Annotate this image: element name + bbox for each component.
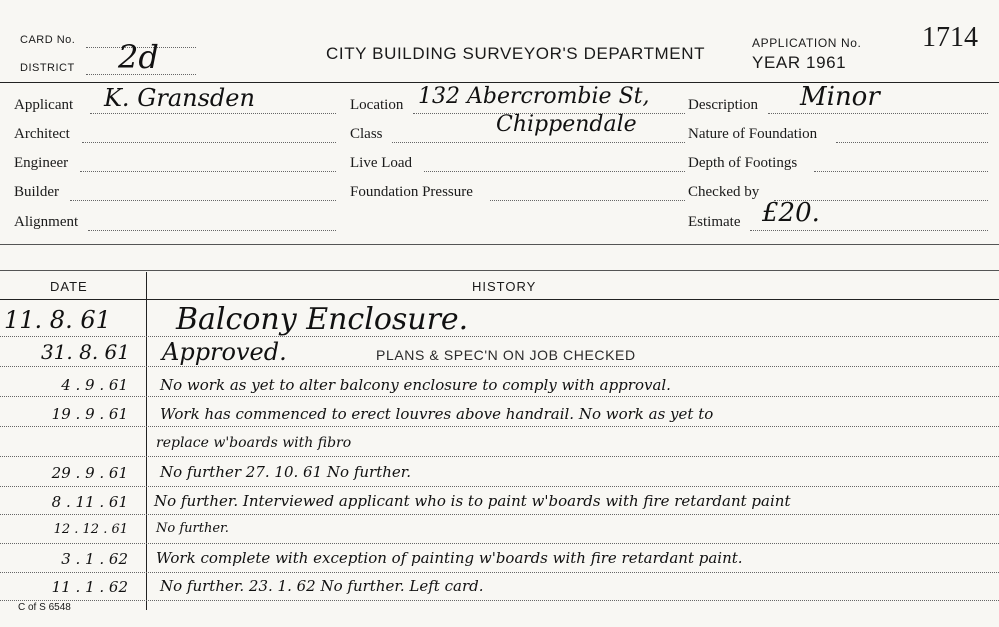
- history-entry: No further. Interviewed applicant who is to paint w'boards with fire retardant paint: [154, 492, 791, 510]
- history-entry: Approved.: [162, 338, 287, 366]
- checked-by-label: Checked by: [688, 184, 760, 200]
- history-line-10: [0, 600, 999, 601]
- date-column-divider: [146, 272, 147, 610]
- applicant-label: Applicant: [14, 97, 74, 113]
- estimate-line: [750, 230, 988, 231]
- alignment-line: [88, 230, 336, 231]
- alignment-label: Alignment: [14, 214, 79, 230]
- history-header: HISTORY: [472, 279, 537, 294]
- history-line-5: [0, 456, 999, 457]
- fields-rule-2: [0, 270, 999, 271]
- history-line-9: [0, 572, 999, 573]
- class-value: Chippendale: [496, 112, 637, 137]
- class-label: Class: [350, 126, 383, 142]
- live-load-label: Live Load: [350, 155, 413, 171]
- history-entry: No work as yet to alter balcony enclosure to comply with approval.: [160, 376, 671, 394]
- department-title: CITY BUILDING SURVEYOR'S DEPARTMENT: [326, 44, 706, 63]
- history-entry: replace w'boards with fibro: [156, 435, 352, 451]
- engineer-line: [80, 171, 336, 172]
- application-label: APPLICATION No.: [752, 36, 862, 50]
- nature-line: [836, 142, 988, 143]
- builder-line: [70, 200, 336, 201]
- history-date: 31. 8. 61: [40, 340, 130, 364]
- depth-line: [814, 171, 988, 172]
- engineer-label: Engineer: [14, 155, 69, 171]
- history-date: 11. 8. 61: [4, 306, 111, 334]
- history-entry: Balcony Enclosure.: [176, 302, 469, 337]
- history-date: 3 . 1 . 62: [61, 550, 128, 568]
- district-label: DISTRICT: [20, 62, 75, 74]
- history-date: 8 . 11 . 61: [51, 493, 128, 511]
- history-date: 11 . 1 . 62: [51, 578, 128, 596]
- approval-stamp: PLANS & SPEC'N ON JOB CHECKED: [376, 347, 636, 363]
- history-line-2: [0, 366, 999, 367]
- history-line-1: [0, 336, 999, 337]
- history-entry: No further 27. 10. 61 No further.: [160, 463, 412, 481]
- card-no-label: CARD No.: [20, 34, 76, 46]
- applicant-value: K. Gransden: [104, 84, 255, 112]
- nature-of-foundation-label: Nature of Foundation: [688, 126, 818, 142]
- applicant-line: [90, 113, 336, 114]
- depth-of-footings-label: Depth of Footings: [688, 155, 798, 171]
- builder-label: Builder: [14, 184, 59, 200]
- description-value: Minor: [800, 82, 880, 112]
- fields-rule: [0, 244, 999, 245]
- history-line-7: [0, 514, 999, 515]
- history-date: 12 . 12 . 61: [53, 522, 128, 537]
- location-label: Location: [350, 97, 404, 113]
- live-load-line: [424, 171, 685, 172]
- date-header: DATE: [50, 279, 88, 294]
- class-line: [392, 142, 685, 143]
- foundation-pressure-label: Foundation Pressure: [350, 184, 473, 200]
- history-entry: Work has commenced to erect louvres above handrail. No work as yet to: [160, 405, 714, 423]
- history-header-rule: [0, 299, 999, 300]
- estimate-value: £20.: [762, 198, 820, 228]
- history-entry: Work complete with exception of painting w'boards with fire retardant paint.: [156, 549, 743, 567]
- application-number: 1714: [922, 22, 978, 53]
- estimate-label: Estimate: [688, 214, 741, 230]
- history-date: 19 . 9 . 61: [51, 405, 128, 423]
- history-line-4: [0, 426, 999, 427]
- history-entry: No further.: [156, 521, 229, 536]
- foundation-pressure-line: [490, 200, 685, 201]
- history-entry: No further. 23. 1. 62 No further. Left card.: [160, 577, 484, 595]
- year-label: YEAR 1961: [752, 53, 847, 72]
- form-code: C of S 6548: [18, 602, 71, 613]
- history-date: 29 . 9 . 61: [51, 464, 128, 482]
- history-line-6: [0, 486, 999, 487]
- architect-label: Architect: [14, 126, 70, 142]
- description-label: Description: [688, 97, 758, 113]
- history-date: 4 . 9 . 61: [61, 376, 128, 394]
- district-value: 2d: [118, 38, 159, 76]
- location-value: 132 Abercrombie St,: [418, 84, 650, 109]
- architect-line: [82, 142, 336, 143]
- description-line: [768, 113, 988, 114]
- history-line-3: [0, 396, 999, 397]
- history-line-8: [0, 543, 999, 544]
